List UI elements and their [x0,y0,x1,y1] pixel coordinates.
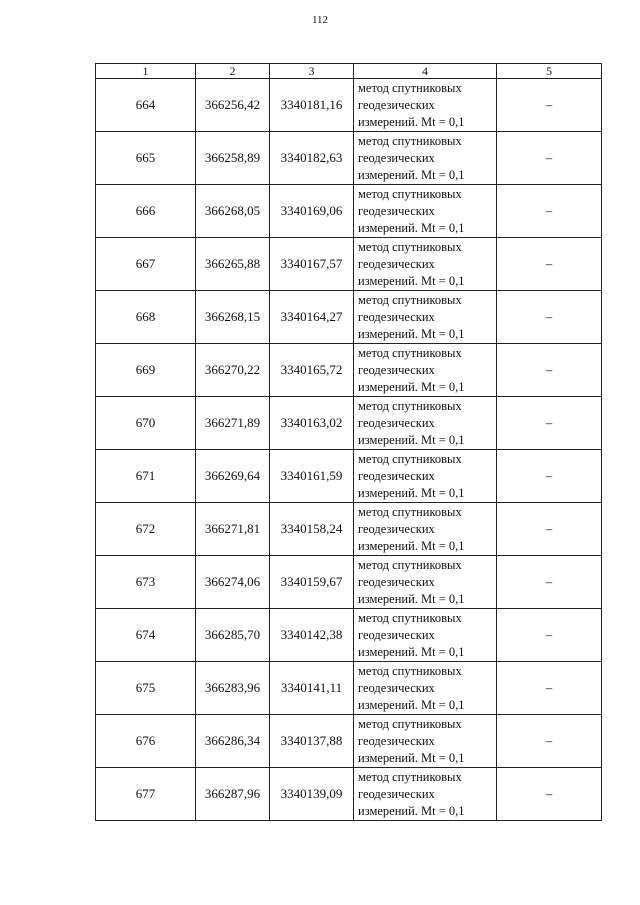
point-id: 676 [96,715,196,768]
coord-y: 3340161,59 [270,450,354,503]
coord-x: 366268,05 [196,185,270,238]
method-text: метод спутниковых геодезических измерений. Mt = 0,1 [354,503,497,556]
table-row [96,609,602,662]
coord-y: 3340182,63 [270,132,354,185]
point-id: 675 [96,662,196,715]
coord-x: 366268,15 [196,291,270,344]
coord-y: 3340141,11 [270,662,354,715]
method-text: метод спутниковых геодезических измерений. Mt = 0,1 [354,450,497,503]
note: – [497,768,602,821]
point-id: 664 [96,79,196,132]
header-col-4: 4 [354,64,497,79]
table-header [96,64,602,79]
point-id: 677 [96,768,196,821]
note: – [497,503,602,556]
method-text: метод спутниковых геодезических измерений. Mt = 0,1 [354,238,497,291]
coord-y: 3340158,24 [270,503,354,556]
coord-y: 3340167,57 [270,238,354,291]
point-id: 666 [96,185,196,238]
coord-x: 366256,42 [196,79,270,132]
table-row [96,450,602,503]
method-text: метод спутниковых геодезических измерений. Mt = 0,1 [354,768,497,821]
header-col-5: 5 [497,64,602,79]
note: – [497,238,602,291]
coord-y: 3340142,38 [270,609,354,662]
table-row [96,185,602,238]
method-text: метод спутниковых геодезических измерений. Mt = 0,1 [354,185,497,238]
method-text: метод спутниковых геодезических измерений. Mt = 0,1 [354,132,497,185]
header-col-1: 1 [96,64,196,79]
note: – [497,79,602,132]
coord-x: 366271,89 [196,397,270,450]
table-row [96,79,602,132]
point-id: 671 [96,450,196,503]
point-id: 667 [96,238,196,291]
note: – [497,715,602,768]
coord-x: 366283,96 [196,662,270,715]
point-id: 673 [96,556,196,609]
page-number: 112 [311,14,329,26]
coord-x: 366274,06 [196,556,270,609]
method-text: метод спутниковых геодезических измерений. Mt = 0,1 [354,79,497,132]
table-body [96,79,602,821]
table-row [96,768,602,821]
note: – [497,185,602,238]
method-text: метод спутниковых геодезических измерений. Mt = 0,1 [354,397,497,450]
coord-y: 3340159,67 [270,556,354,609]
coord-x: 366287,96 [196,768,270,821]
note: – [497,609,602,662]
coord-y: 3340137,88 [270,715,354,768]
note: – [497,397,602,450]
table-row [96,715,602,768]
point-id: 670 [96,397,196,450]
coord-y: 3340163,02 [270,397,354,450]
note: – [497,132,602,185]
method-text: метод спутниковых геодезических измерений. Mt = 0,1 [354,344,497,397]
point-id: 672 [96,503,196,556]
coord-x: 366286,34 [196,715,270,768]
point-id: 668 [96,291,196,344]
table-row [96,291,602,344]
method-text: метод спутниковых геодезических измерений. Mt = 0,1 [354,715,497,768]
table-row [96,662,602,715]
point-id: 674 [96,609,196,662]
coord-x: 366265,88 [196,238,270,291]
header-col-2: 2 [196,64,270,79]
method-text: метод спутниковых геодезических измерений. Mt = 0,1 [354,291,497,344]
coord-x: 366270,22 [196,344,270,397]
method-text: метод спутниковых геодезических измерений. Mt = 0,1 [354,662,497,715]
header-col-3: 3 [270,64,354,79]
note: – [497,662,602,715]
method-text: метод спутниковых геодезических измерений. Mt = 0,1 [354,556,497,609]
coord-x: 366271,81 [196,503,270,556]
coordinates-table [95,63,602,821]
table-row [96,238,602,291]
table-row [96,344,602,397]
table-row [96,556,602,609]
coord-y: 3340139,09 [270,768,354,821]
coord-x: 366269,64 [196,450,270,503]
table-row [96,132,602,185]
note: – [497,556,602,609]
note: – [497,450,602,503]
table-row [96,397,602,450]
table-row [96,503,602,556]
coord-x: 366285,70 [196,609,270,662]
coord-x: 366258,89 [196,132,270,185]
coord-y: 3340164,27 [270,291,354,344]
note: – [497,291,602,344]
header-row [96,64,602,79]
coord-y: 3340181,16 [270,79,354,132]
point-id: 669 [96,344,196,397]
point-id: 665 [96,132,196,185]
note: – [497,344,602,397]
method-text: метод спутниковых геодезических измерений. Mt = 0,1 [354,609,497,662]
coord-y: 3340165,72 [270,344,354,397]
coord-y: 3340169,06 [270,185,354,238]
